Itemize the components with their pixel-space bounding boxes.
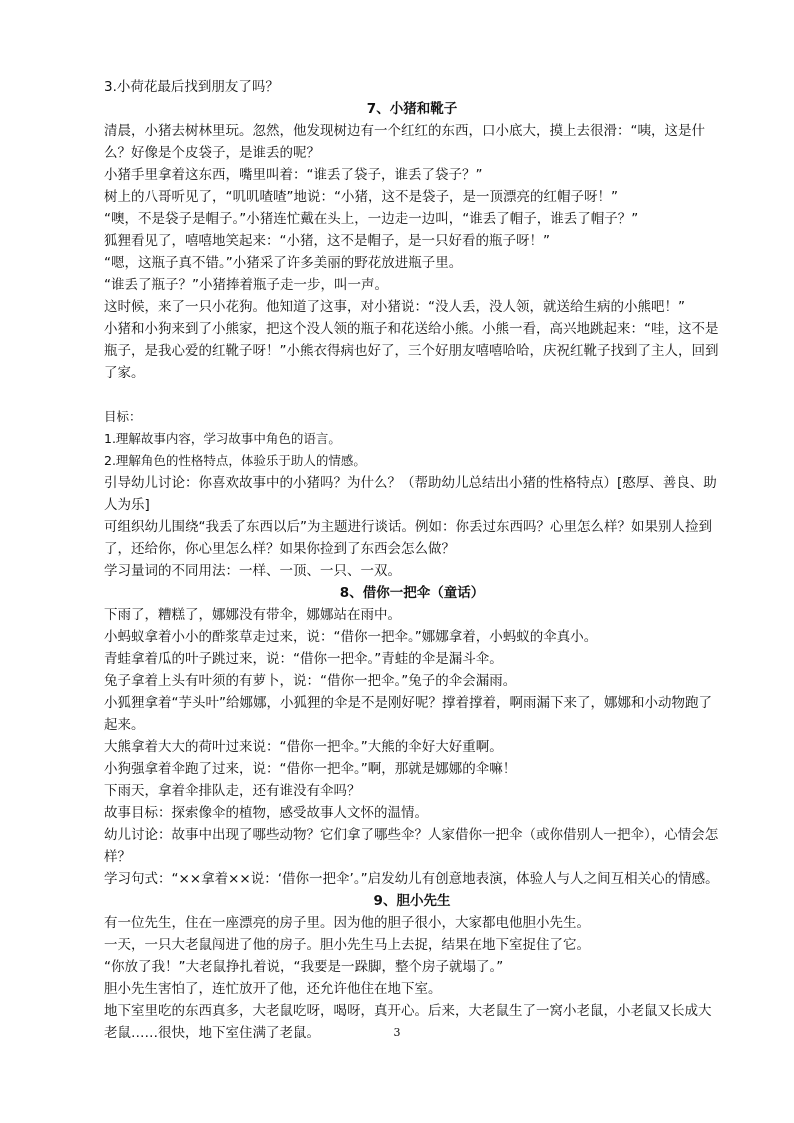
paragraph: 青蛙拿着瓜的叶子跳过来，说：“借你一把伞。”青蛙的伞是漏斗伞。: [104, 651, 503, 667]
paragraph: 下雨天，拿着伞排队走，还有谁没有伞吗？: [104, 783, 361, 799]
paragraph: 幼儿讨论：故事中出现了哪些动物？它们拿了哪些伞？人家借你一把伞（或你借别人一把伞），心情会怎样？: [104, 827, 719, 865]
paragraph: 可组织幼儿围绕“我丢了东西以后”为主题进行谈话。例如：你丢过东西吗？心里怎么样？如果别人捡到了，还给你，你心里怎么样？如果你捡到了东西会怎么做？: [104, 519, 712, 557]
question-line: 3.小荷花最后找到朋友了吗？: [104, 79, 279, 95]
page-number: 3: [393, 1026, 401, 1039]
paragraph: 小猪和小狗来到了小熊家，把这个没人领的瓶子和花送给小熊。小熊一看，高兴地跳起来：“哇，这不是瓶子，是我心爱的红靴子呀！”小熊衣得病也好了，三个好朋友嘻嘻哈哈，庆祝红靴子找到了主人，回到了家。: [104, 321, 719, 381]
paragraph: “噢，不是袋子是帽子。”小猪连忙戴在头上，一边走一边叫，“谁丢了帽子，谁丢了帽子？”: [104, 211, 639, 227]
paragraph: 大熊拿着大大的荷叶过来说：“借你一把伞。”大熊的伞好大好重啊。: [104, 739, 503, 755]
paragraph: 地下室里吃的东西真多，大老鼠吃呀，喝呀，真开心。后来，大老鼠生了一窝小老鼠，小老鼠又长成大老鼠……很快，地下室住满了老鼠。: [104, 1003, 712, 1041]
paragraph: 学习量词的不同用法：一样、一顶、一只、一双。: [104, 563, 401, 579]
goal-item: 2.理解角色的性格特点，体验乐于助人的情感。: [104, 453, 366, 468]
paragraph: 下雨了，糟糕了，娜娜没有带伞，娜娜站在雨中。: [104, 607, 401, 623]
paragraph: 这时候，来了一只小花狗。他知道了这事，对小猪说：“没人丢，没人领，就送给生病的小熊吧！”: [104, 299, 685, 315]
paragraph: 狐狸看见了，嘻嘻地笑起来：“小猪，这不是帽子，是一只好看的瓶子呀！”: [104, 233, 550, 249]
paragraph: 兔子拿着上头有叶须的有萝卜，说：“借你一把伞。”兔子的伞会漏雨。: [104, 673, 517, 689]
blank-line: [104, 384, 720, 406]
story-heading-9: 9、胆小先生: [373, 893, 451, 909]
paragraph: 引导幼儿讨论：你喜欢故事中的小猪吗？为什么？（帮助幼儿总结出小猪的性格特点）[憨厚、善良、助人为乐]: [104, 475, 717, 513]
paragraph: 故事目标：探索像伞的植物，感受故事人文怀的温情。: [104, 805, 428, 821]
paragraph: “嗯，这瓶子真不错。”小猪采了许多美丽的野花放进瓶子里。: [104, 255, 463, 271]
paragraph: 小狐狸拿着“芋头叶”给娜娜，小狐狸的伞是不是刚好呢？撑着撑着，啊雨漏下来了，娜娜和小动物跑了起来。: [104, 695, 712, 733]
paragraph: 树上的八哥听见了，“叽叽喳喳”地说：“小猪，这不是袋子，是一顶漂亮的红帽子呀！”: [104, 189, 618, 205]
paragraph: “谁丢了瓶子？”小猪捧着瓶子走一步，叫一声。: [104, 277, 388, 293]
paragraph: 小猪手里拿着这东西，嘴里叫着：“谁丢了袋子，谁丢了袋子？”: [104, 167, 483, 183]
goal-label: 目标：: [104, 409, 142, 424]
paragraph: 清晨，小猪去树林里玩。忽然，他发现树边有一个红红的东西，口小底大，摸上去很滑：“咦，这是什么？好像是个皮袋子，是谁丢的呢？: [104, 123, 705, 161]
paragraph: “你放了我！”大老鼠挣扎着说，“我要是一跺脚，整个房子就塌了。”: [104, 959, 504, 975]
paragraph: 小狗强拿着伞跑了过来，说：“借你一把伞。”啊，那就是娜娜的伞嘛！: [104, 761, 517, 777]
story-heading-7: 7、小猪和靴子: [366, 101, 458, 117]
paragraph: 胆小先生害怕了，连忙放开了他，还允许他住在地下室。: [104, 981, 442, 997]
paragraph: 小蚂蚁拿着小小的酢浆草走过来，说：“借你一把伞。”娜娜拿着，小蚂蚁的伞真小。: [104, 629, 598, 645]
paragraph: 有一位先生，住在一座漂亮的房子里。因为他的胆子很小，大家都电他胆小先生。: [104, 915, 590, 931]
paragraph: 学习句式：“××拿着××说：‘借你一把伞’。”启发幼儿有创意地表演，体验人与人之间互相关心的情感。: [104, 871, 719, 887]
goal-item: 1.理解故事内容，学习故事中角色的语言。: [104, 431, 341, 446]
page-content: [104, 76, 720, 1044]
paragraph: 一天，一只大老鼠闯进了他的房子。胆小先生马上去捉，结果在地下室捉住了它。: [104, 937, 590, 953]
story-heading-8: 8、借你一把伞（童话）: [339, 585, 485, 601]
